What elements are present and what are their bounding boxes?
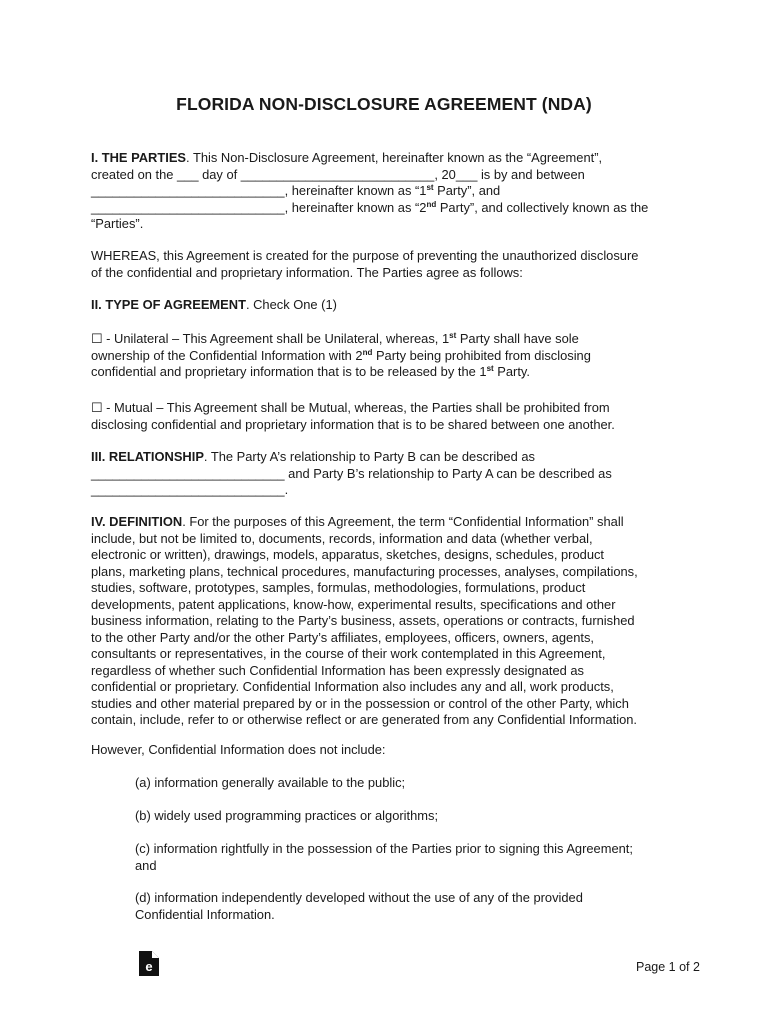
- parties-text-line: “Parties”.: [91, 216, 144, 231]
- page-number: Page 1 of 2: [636, 960, 700, 974]
- superscript: nd: [426, 199, 437, 209]
- definition-line: developments, patent applications, know-how, experimental results, specifications and other: [91, 596, 616, 612]
- unilateral-line: - Unilateral – This Agreement shall be Unilateral, whereas, 1: [102, 331, 450, 346]
- definition-line: confidential or proprietary. Confidential Information also includes any and all, work products,: [91, 679, 614, 694]
- mutual-checkbox[interactable]: ☐: [91, 400, 103, 415]
- exclusion-a: [135, 775, 695, 792]
- type-instruction: . Check One (1): [245, 297, 337, 312]
- definition-line: regardless of whether such Confidential Information has been expressly designated as: [91, 662, 584, 678]
- svg-text:e: e: [145, 959, 153, 974]
- definition-line: electronic or written), drawings, models, apparatus, sketches, designs, schedules, product: [91, 547, 605, 562]
- parties-text-line: Party”, and collectively known as the: [436, 199, 649, 215]
- definition-line: . For the purposes of this Agreement, the term “Confidential Information” shall: [182, 514, 624, 529]
- type-heading: II. TYPE OF AGREEMENT: [91, 297, 246, 312]
- definition-line: include, but not be limited to, documents, records, information and data (whether verbal,: [91, 530, 593, 546]
- definition-line: studies and other material prepared by or in the possession or control of the other Party, which: [91, 695, 629, 711]
- superscript: nd: [362, 347, 373, 357]
- definition-line: studies, software, prototypes, samples, formulas, methodologies, formulations, product: [91, 580, 586, 595]
- superscript: st: [449, 331, 457, 340]
- definition-line: to the other Party and/or the other Party’s affiliates, employees, officers, owners, agents,: [91, 629, 595, 645]
- parties-text-line: created on the ___ day of ___________________________, 20___ is by and between: [91, 166, 585, 182]
- parties-text-line: ___________________________, hereinafter known as “2: [91, 199, 427, 215]
- mutual-line: disclosing confidential and proprietary information that is to be shared between one another.: [91, 416, 615, 432]
- exclusion-line: (a) information generally available to the public;: [135, 775, 406, 790]
- superscript: st: [486, 364, 494, 373]
- section-relationship: [91, 449, 691, 499]
- definition-line: business information, relating to the Party’s business, assets, operations or contracts, furnished: [91, 613, 635, 628]
- definition-line: plans, marketing plans, technical procedures, manufacturing processes, analyses, compilations,: [91, 563, 638, 579]
- whereas-line: of the confidential and proprietary information. The Parties agree as follows:: [91, 264, 523, 280]
- section-type: [91, 297, 691, 314]
- section-definition: [91, 514, 691, 729]
- parties-text-line: ___________________________, hereinafter known as “1: [91, 183, 427, 198]
- unilateral-line: ownership of the Confidential Information with 2: [91, 347, 363, 363]
- unilateral-line: Party.: [493, 364, 530, 379]
- definition-line: contain, include, refer to or otherwise reflect or are generated from any Confidential Information.: [91, 712, 637, 727]
- relationship-heading: III. RELATIONSHIP: [91, 449, 204, 464]
- unilateral-line: Party shall have sole: [456, 331, 579, 346]
- exclusion-d: [135, 890, 695, 923]
- definition-line: consultants or representatives, in the course of their work contemplated in this Agreement,: [91, 646, 606, 661]
- section-parties: [91, 150, 691, 233]
- exclusion-line: (c) information rightfully in the possession of the Parties prior to signing this Agreement;: [135, 841, 633, 856]
- parties-heading: I. THE PARTIES: [91, 150, 187, 165]
- exclusion-line: (b) widely used programming practices or algorithms;: [135, 808, 439, 823]
- exclusion-b: [135, 808, 695, 825]
- parties-text-line: Party”, and: [433, 183, 501, 198]
- definition-heading: IV. DEFINITION: [91, 514, 183, 529]
- relationship-line: ___________________________.: [91, 482, 289, 497]
- document-e-icon: [139, 951, 159, 976]
- option-unilateral: [91, 331, 691, 381]
- unilateral-checkbox[interactable]: ☐: [91, 331, 103, 346]
- exclusion-line: and: [135, 857, 157, 873]
- unilateral-line: confidential and proprietary information that is to be released by the 1: [91, 364, 487, 379]
- parties-text-line: . This Non-Disclosure Agreement, hereinafter known as the “Agreement”,: [186, 150, 603, 165]
- whereas-line: WHEREAS, this Agreement is created for the purpose of preventing the unauthorized disclosure: [91, 248, 639, 263]
- unilateral-line: Party being prohibited from disclosing: [372, 347, 591, 363]
- relationship-line: . The Party A’s relationship to Party B can be described as: [203, 449, 535, 464]
- relationship-line: ___________________________ and Party B’s relationship to Party A can be described as: [91, 465, 612, 481]
- option-mutual: [91, 400, 691, 433]
- superscript: st: [426, 183, 434, 192]
- mutual-line: - Mutual – This Agreement shall be Mutual, whereas, the Parties shall be prohibited from: [102, 400, 610, 415]
- section-whereas: [91, 248, 691, 281]
- however-paragraph: [91, 742, 691, 759]
- exclusion-line: Confidential Information.: [135, 906, 275, 922]
- exclusion-line: (d) information independently developed without the use of any of the provided: [135, 890, 583, 905]
- however-line: However, Confidential Information does not include:: [91, 742, 386, 757]
- exclusion-c: [135, 841, 695, 874]
- document-title: FLORIDA NON-DISCLOSURE AGREEMENT (NDA): [176, 94, 592, 114]
